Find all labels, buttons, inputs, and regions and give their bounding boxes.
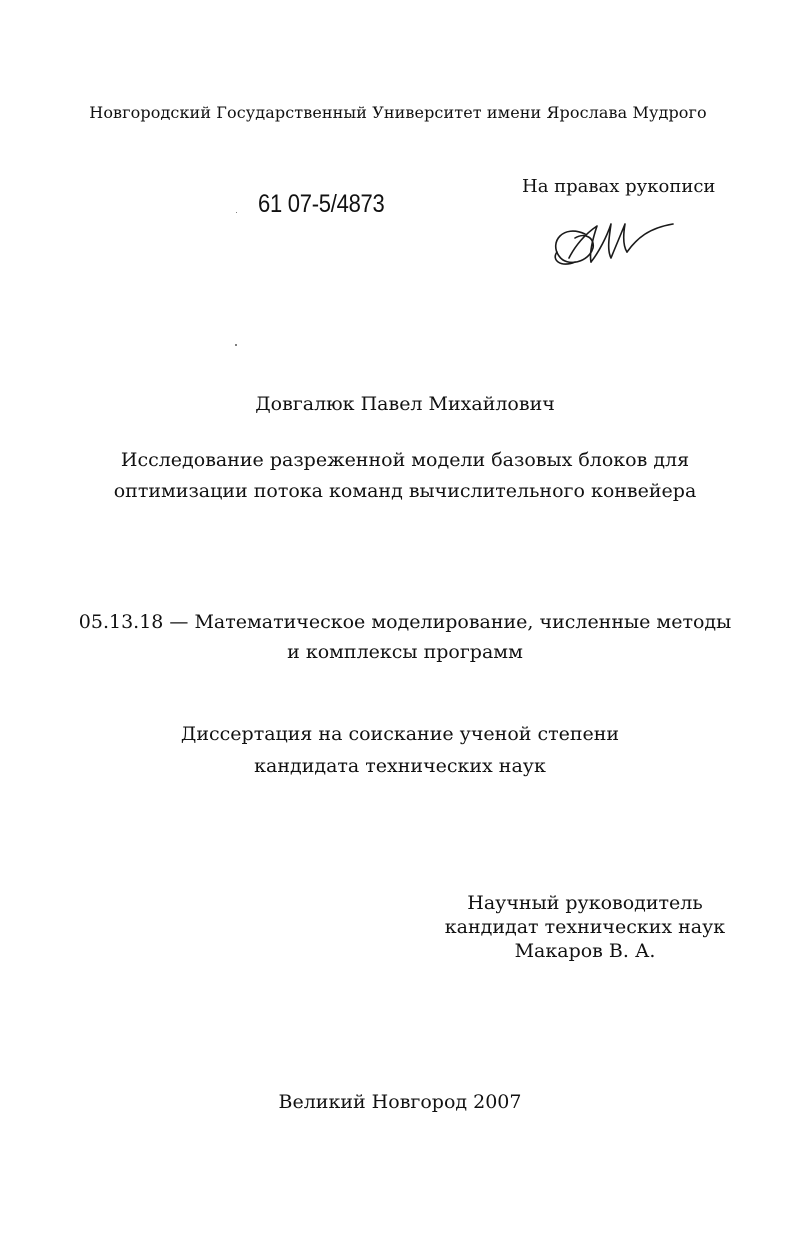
signature-icon <box>545 212 680 274</box>
manuscript-note: На правах рукописи <box>522 176 716 197</box>
supervisor-block <box>380 891 790 963</box>
degree-statement <box>0 718 796 782</box>
supervisor-role: Научный руководитель <box>467 892 703 914</box>
city-year: Великий Новгород 2007 <box>278 1091 522 1113</box>
scan-speck <box>235 344 237 346</box>
archive-code: 61 07-5/4873 <box>258 190 385 218</box>
dissertation-title <box>0 445 796 507</box>
scan-speck <box>236 212 237 213</box>
supervisor-degree: кандидат технических наук <box>444 916 726 938</box>
title-line: Исследование разреженной модели базовых блоков для <box>120 449 690 471</box>
specialty <box>0 607 796 667</box>
degree-line: Диссертация на соискание ученой степени <box>180 723 620 745</box>
author-name: Довгалюк Павел Михайлович <box>255 393 555 415</box>
specialty-line: 05.13.18 — Математическое моделирование, численные методы <box>78 611 732 633</box>
title-line: оптимизации потока команд вычислительного конвейера <box>113 480 697 502</box>
university-name: Новгородский Государственный Университет имени Ярослава Мудрого <box>89 103 707 122</box>
supervisor-name: Макаров В. А. <box>514 940 656 962</box>
specialty-line: и комплексы программ <box>287 641 523 663</box>
degree-line: кандидата технических наук <box>254 755 546 777</box>
